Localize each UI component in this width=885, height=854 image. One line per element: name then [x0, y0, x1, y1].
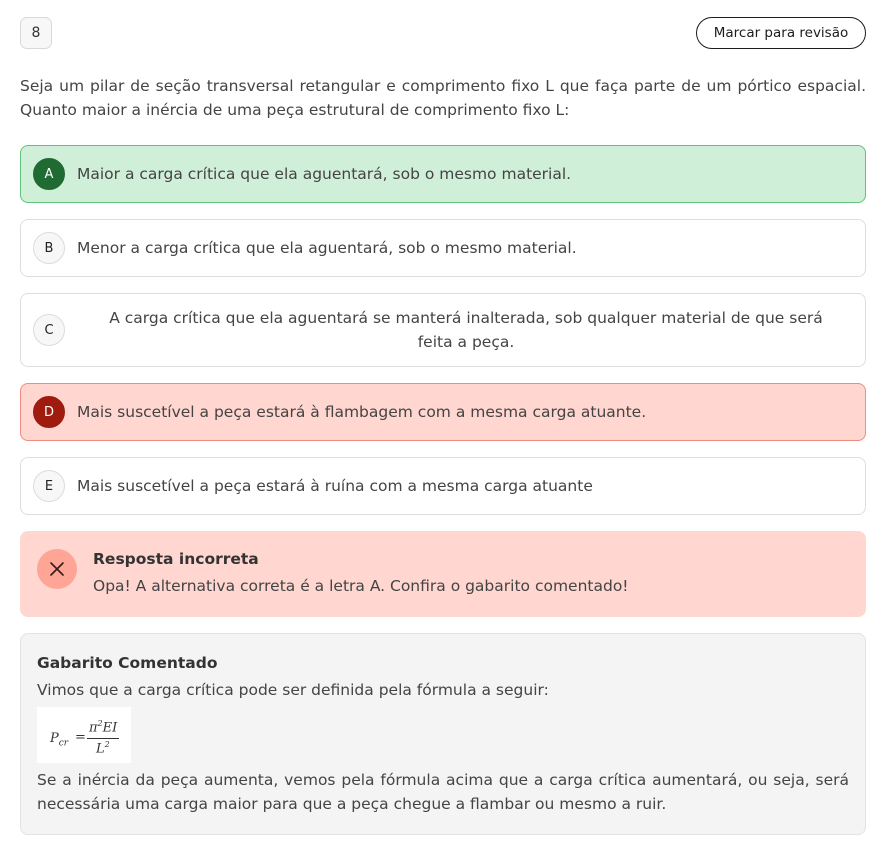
formula-equals: =: [75, 730, 86, 745]
option-text-b: Menor a carga crítica que ela aguentará, sob o mesmo material.: [77, 239, 577, 257]
option-c[interactable]: [20, 293, 866, 367]
question-number: 8: [20, 17, 52, 49]
option-letter-c: C: [33, 314, 65, 346]
option-letter-b: B: [33, 232, 65, 264]
formula-den: L: [96, 741, 105, 757]
gabarito-explanation: Se a inércia da peça aumenta, vemos pela fórmula acima que a carga crítica aumentará, ou seja, será necessária uma carga maior para que a peça chegue a flambar ou mesmo a ruir.: [37, 771, 849, 813]
option-e[interactable]: [20, 457, 866, 515]
feedback-message: Opa! A alternativa correta é a letra A. Confira o gabarito comentado!: [93, 577, 629, 595]
mark-for-review-button[interactable]: Marcar para revisão: [696, 17, 866, 49]
critical-load-formula: [37, 707, 131, 763]
close-icon: [37, 549, 77, 589]
option-d[interactable]: [20, 383, 866, 441]
option-letter-a: A: [33, 158, 65, 190]
option-text-e: Mais suscetível a peça estará à ruína com a mesma carga atuante: [77, 477, 593, 495]
formula-pi-exp: 2: [97, 719, 103, 728]
option-text-d: Mais suscetível a peça estará à flambagem com a mesma carga atuante.: [77, 403, 647, 421]
feedback-box: [20, 531, 866, 617]
formula-fraction-bar: [87, 738, 119, 739]
formula-num-rest: EI: [102, 720, 118, 736]
option-text-c: A carga crítica que ela aguentará se manterá inalterada, sob qualquer material de que será feita a peça.: [109, 309, 823, 351]
option-text-a: Maior a carga crítica que ela aguentará, sob o mesmo material.: [77, 165, 572, 183]
gabarito-comentado: [20, 633, 866, 835]
option-letter-d: D: [33, 396, 65, 428]
formula-lhs: P: [50, 731, 59, 746]
option-b[interactable]: [20, 219, 866, 277]
formula-lhs-sub: cr: [58, 738, 69, 749]
gabarito-title: Gabarito Comentado: [37, 654, 218, 672]
formula-den-exp: 2: [104, 740, 110, 749]
formula-pi: π: [89, 720, 98, 736]
feedback-title: Resposta incorreta: [93, 550, 259, 568]
option-a[interactable]: [20, 145, 866, 203]
gabarito-intro: Vimos que a carga crítica pode ser definida pela fórmula a seguir:: [37, 681, 549, 699]
question-statement: Seja um pilar de seção transversal retangular e comprimento fixo L que faça parte de um pórtico espacial. Quanto maior a inércia de uma peça estrutural de comprimento fixo L:: [20, 77, 866, 119]
option-letter-e: E: [33, 470, 65, 502]
